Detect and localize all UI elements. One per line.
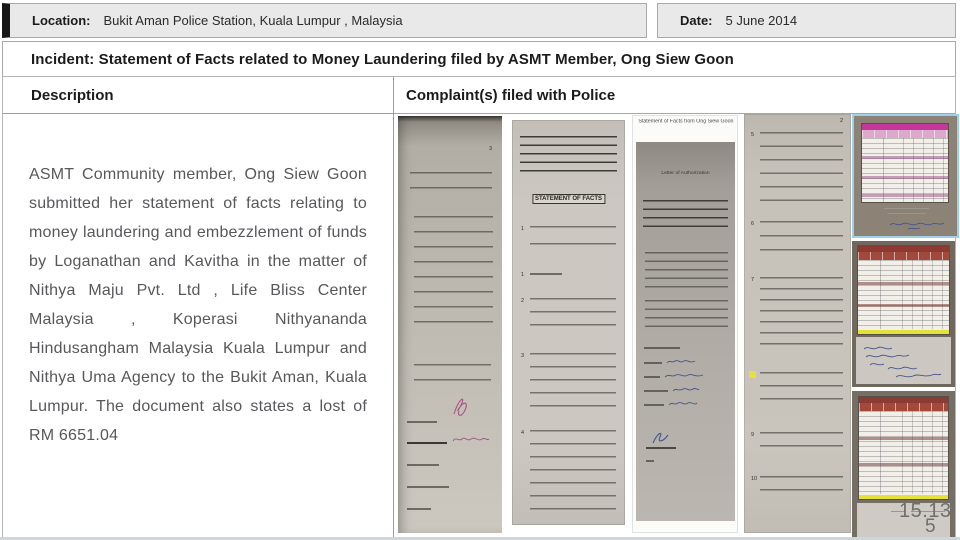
document-scan-signed-statement xyxy=(398,116,502,533)
account-table-scan-1-selected xyxy=(852,114,959,238)
handwriting-mark xyxy=(888,217,946,231)
item-number: 1 xyxy=(521,272,525,278)
scan-paragraph xyxy=(760,132,843,204)
scan-text-line xyxy=(646,460,654,462)
table-column-line xyxy=(883,138,884,202)
handwriting-mark xyxy=(672,385,700,394)
table-section-row xyxy=(858,282,949,285)
statement-of-facts-heading: STATEMENT OF FACTS xyxy=(532,194,605,204)
description-header xyxy=(3,77,393,114)
scan-paragraph xyxy=(530,353,616,411)
signature-mark xyxy=(450,394,472,418)
document-scan-authorization-letter xyxy=(632,115,738,533)
scan-page-number: 3 xyxy=(488,146,492,152)
date-label: Date: xyxy=(680,13,713,28)
table-column-header xyxy=(858,252,949,260)
table-total-row-highlight xyxy=(859,495,948,500)
complaint-documents xyxy=(394,114,955,537)
complaints-header-label: Complaint(s) filed with Police xyxy=(406,86,616,104)
description-text: ASMT Community member, Ong Siew Goon submitted her statement of facts relating to money laundering and embezzlement of funds by Loganathan and Kavitha in the matter of Nithya Maju Pvt. Ltd , Life Bliss Center Malaysia , Koperasi Nithyananda Hindusangham Malaysia Kuala Lumpur and Nithya Uma Agency to the Bukit Aman, Kuala Lumpur. The document also states a lost of RM 6651.04 xyxy=(29,166,367,444)
contact-label-line xyxy=(644,404,664,406)
table-section-row xyxy=(862,176,948,179)
table-scan-body xyxy=(859,397,948,499)
item-number: 2 xyxy=(521,298,525,304)
scan-paragraph xyxy=(645,252,728,290)
table-column-line xyxy=(880,411,881,494)
table-section-row xyxy=(858,304,949,307)
document-scan-statement-page-2 xyxy=(744,114,851,533)
scan-text-line xyxy=(646,447,676,449)
scan-paragraph xyxy=(414,216,493,334)
table-section-row xyxy=(859,437,948,440)
description-column xyxy=(3,77,394,537)
scan-text-line xyxy=(888,213,926,214)
incident-title: Incident: Statement of Facts related to Money Laundering filed by ASMT Member, Ong Siew Goon xyxy=(31,50,734,68)
location-bar xyxy=(2,3,647,38)
table-column-header xyxy=(862,130,948,138)
scan-text-line xyxy=(884,208,929,209)
handwriting-mark xyxy=(668,399,698,408)
table-grid xyxy=(862,138,948,202)
item-number: 7 xyxy=(751,277,755,283)
scan-label-line xyxy=(407,508,431,510)
scan-label-line xyxy=(407,421,437,423)
scan-label-line xyxy=(407,442,447,444)
handwriting-mark xyxy=(666,357,696,366)
scan-label-line xyxy=(407,464,439,466)
item-number: 10 xyxy=(751,476,758,482)
letter-scan xyxy=(636,142,735,521)
table-section-row xyxy=(862,194,948,197)
scan-paragraph xyxy=(530,298,616,330)
item-number: 9 xyxy=(751,432,755,438)
table-grid xyxy=(858,260,949,329)
incident-row xyxy=(2,41,956,77)
table-total-row-highlight xyxy=(858,330,949,335)
item-number: 3 xyxy=(521,353,525,359)
account-table-scan-2 xyxy=(852,241,955,387)
scan-heading-block xyxy=(520,136,617,176)
handwriting-mark xyxy=(886,363,942,381)
scan-paragraph xyxy=(643,200,728,230)
contact-label-line xyxy=(644,362,662,364)
date-bar xyxy=(657,3,956,38)
location-label: Location: xyxy=(32,13,91,28)
scan-paragraph xyxy=(760,277,843,349)
complaints-column xyxy=(394,77,955,537)
item-number: 6 xyxy=(751,221,755,227)
scan-lower-page xyxy=(856,337,951,384)
document-caption: Statement of Facts from Ong Siew Goon xyxy=(638,119,734,125)
scan-page-number: 2 xyxy=(839,118,843,124)
signature-mark xyxy=(650,430,672,446)
content-area xyxy=(2,76,956,538)
handwriting-mark xyxy=(664,371,704,380)
item-number: 1 xyxy=(521,226,525,232)
table-section-row xyxy=(859,463,948,466)
item-number: 5 xyxy=(751,132,755,138)
scan-paragraph xyxy=(760,221,843,257)
scan-paragraph xyxy=(760,476,843,502)
scan-text-line xyxy=(644,347,680,349)
scan-paragraph xyxy=(530,226,616,258)
description-header-label: Description xyxy=(31,86,114,104)
scan-text-line xyxy=(530,273,562,275)
contact-label-line xyxy=(644,390,668,392)
letter-heading: Letter of Authorization xyxy=(661,170,710,176)
table-column-line xyxy=(880,260,881,329)
contact-label-line xyxy=(644,376,660,378)
date-value: 5 June 2014 xyxy=(725,13,798,28)
table-scan-body xyxy=(858,246,949,334)
location-value: Bukit Aman Police Station, Kuala Lumpur , Malaysia xyxy=(103,13,403,28)
scan-label-line xyxy=(407,486,449,488)
scan-paragraph xyxy=(760,372,843,410)
scan-paragraph xyxy=(760,432,843,458)
scan-paragraph xyxy=(410,172,492,200)
document-scan-statement-of-facts xyxy=(512,120,625,525)
table-grid xyxy=(859,411,948,494)
item-number: 4 xyxy=(521,430,525,436)
yellow-highlight-marker xyxy=(749,371,756,378)
table-section-row xyxy=(862,156,948,159)
scan-paragraph xyxy=(645,300,728,330)
page-number: 5 xyxy=(925,516,936,537)
table-column-header xyxy=(859,403,948,411)
handwriting-mark xyxy=(452,434,490,444)
table-scan-body xyxy=(862,124,948,202)
scan-paragraph xyxy=(414,364,491,389)
scan-paragraph xyxy=(530,430,616,514)
complaints-header xyxy=(394,77,955,114)
slide-code: 15.13 xyxy=(899,500,952,522)
